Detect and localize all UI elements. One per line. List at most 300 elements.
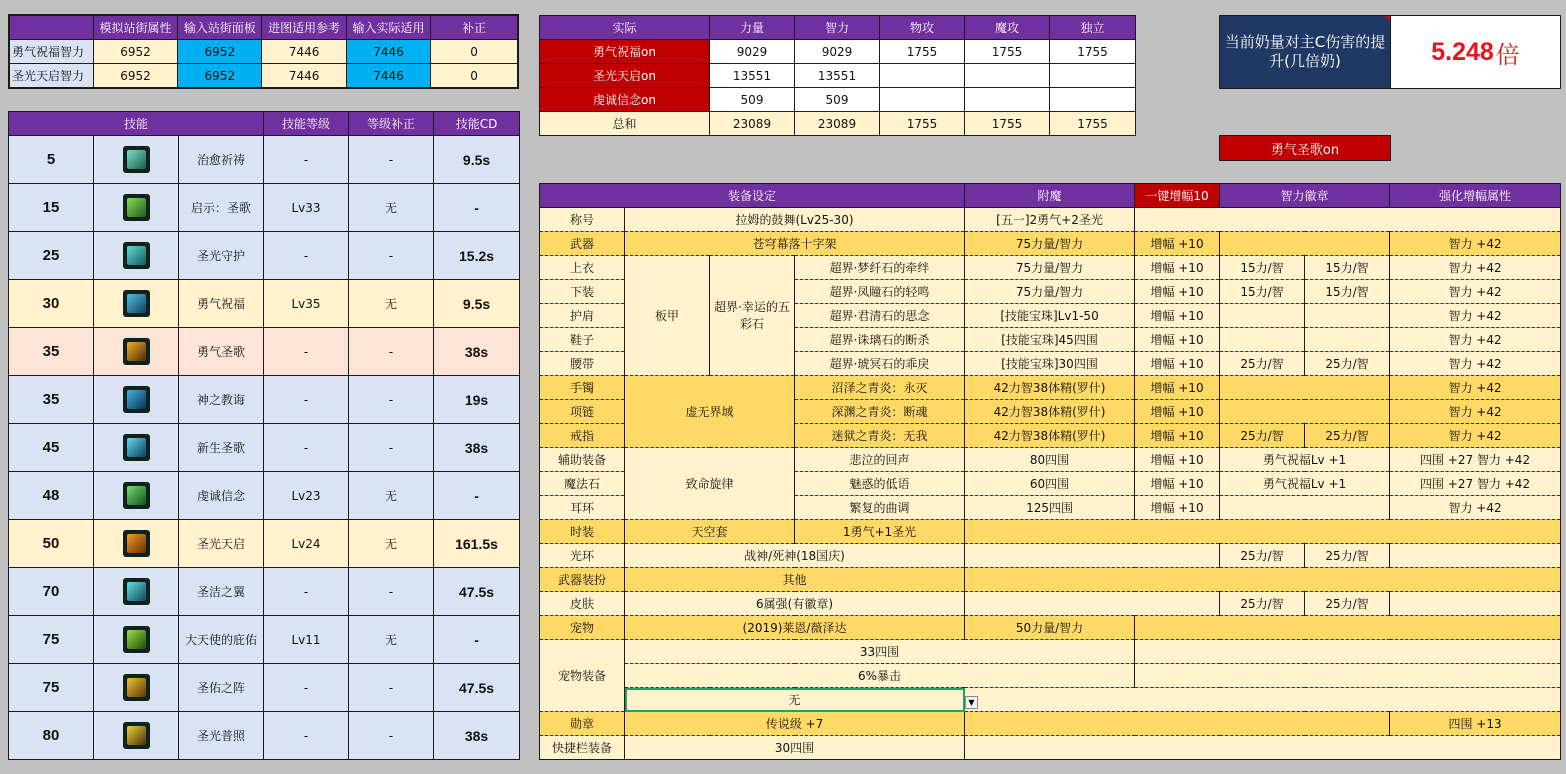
total-int: 23089: [795, 112, 880, 136]
matk-cell: 1755: [965, 40, 1050, 64]
table-row: [540, 88, 1136, 112]
amp-cell[interactable]: 增幅 +10: [1135, 448, 1220, 472]
equip-row-pet-equip: [540, 664, 1561, 688]
lv-corr-cell[interactable]: -: [349, 376, 434, 424]
actual-stats-table: [539, 15, 1136, 136]
badge-cell[interactable]: 15力/智: [1220, 256, 1305, 280]
ref-cell[interactable]: 7446: [262, 64, 346, 89]
skill-row: [9, 568, 520, 616]
sim-cell[interactable]: 6952: [93, 64, 177, 89]
empty-cell: [965, 520, 1561, 544]
skill-row: [9, 376, 520, 424]
badge-cell[interactable]: 25力/智: [1220, 352, 1305, 376]
slot-label: 腰带: [540, 352, 625, 376]
skill-level-req: 75: [9, 616, 94, 664]
empty-cell: [965, 712, 1390, 736]
armor-set-select[interactable]: 超界·幸运的五彩石: [710, 256, 795, 376]
weapon-select[interactable]: 苍穹幕落十字架: [625, 232, 965, 256]
equip-row-skin: [540, 592, 1561, 616]
input-actual-cell[interactable]: 7446: [346, 40, 430, 64]
skill-icon-cell: [94, 376, 179, 424]
empty-cell: [1390, 592, 1561, 616]
slot-label: 上衣: [540, 256, 625, 280]
amplify-all-button[interactable]: 一键增幅10: [1135, 184, 1220, 208]
ref-cell[interactable]: 7446: [262, 40, 346, 64]
skill-cd: 38s: [434, 424, 520, 472]
lv-corr-cell[interactable]: -: [349, 232, 434, 280]
amp-cell[interactable]: 增幅 +10: [1135, 400, 1220, 424]
skill-level-req: 5: [9, 136, 94, 184]
skill-cd: -: [434, 184, 520, 232]
badge-cell[interactable]: 15力/智: [1305, 280, 1390, 304]
reinforce-cell: 智力 +42: [1390, 256, 1561, 280]
skill-name: 勇气圣歌: [179, 328, 264, 376]
str-cell: 9029: [710, 40, 795, 64]
item-select[interactable]: 超界·琥冥石的乖戾: [795, 352, 965, 376]
skill-row: [9, 328, 520, 376]
header-blank: [9, 15, 93, 40]
pet-equip-select[interactable]: 33四围: [625, 640, 1135, 664]
skill-row: [9, 184, 520, 232]
skill-icon-cell: [94, 184, 179, 232]
enchant-select[interactable]: 75力量/智力: [965, 280, 1135, 304]
skill-cd: 161.5s: [434, 520, 520, 568]
row-label: 勇气祝福智力: [9, 40, 93, 64]
total-matk: 1755: [965, 112, 1050, 136]
skill-icon-cell: [94, 280, 179, 328]
lv-corr-cell[interactable]: 无: [349, 280, 434, 328]
lv-corr-cell[interactable]: -: [349, 568, 434, 616]
enchant-select[interactable]: 75力量/智力: [965, 256, 1135, 280]
badge-cell[interactable]: 勇气祝福Lv +1: [1220, 472, 1390, 496]
skill-level-req: 35: [9, 328, 94, 376]
dropdown-arrow-icon[interactable]: ▼: [965, 696, 978, 709]
reinforce-cell: 四围 +27 智力 +42: [1390, 472, 1561, 496]
slot-label: 宠物: [540, 616, 625, 640]
slot-label: 戒指: [540, 424, 625, 448]
lv-corr-cell[interactable]: -: [349, 328, 434, 376]
skill-row: [9, 136, 520, 184]
enchant-select[interactable]: [技能宝珠]45四围: [965, 328, 1135, 352]
skill-icon-cell: [94, 328, 179, 376]
item-select[interactable]: 迷狱之青炎：无我: [795, 424, 965, 448]
enchant-select[interactable]: [技能宝珠]Lv1-50: [965, 304, 1135, 328]
badge-cell[interactable]: 25力/智: [1220, 544, 1305, 568]
slot-label: 称号: [540, 208, 625, 232]
ind-cell: 1755: [1050, 40, 1136, 64]
header-str: 力量: [710, 16, 795, 40]
input-actual-cell[interactable]: 7446: [346, 64, 430, 89]
header-corr: 补正: [431, 15, 518, 40]
equip-row-pet: [540, 616, 1561, 640]
sim-cell[interactable]: 6952: [93, 40, 177, 64]
header-actual: 实际: [540, 16, 710, 40]
badge-cell[interactable]: [1220, 304, 1305, 328]
equip-row-title: [540, 208, 1561, 232]
skill-row: [9, 280, 520, 328]
badge-cell[interactable]: 25力/智: [1220, 592, 1305, 616]
patk-cell: [880, 88, 965, 112]
matk-cell: [965, 88, 1050, 112]
skill-level-req: 45: [9, 424, 94, 472]
amp-cell[interactable]: 增幅 +10: [1135, 232, 1220, 256]
item-select[interactable]: 超界·梦纤石的牵绊: [795, 256, 965, 280]
amp-cell[interactable]: 增幅 +10: [1135, 256, 1220, 280]
amp-cell[interactable]: 增幅 +10: [1135, 376, 1220, 400]
panel-stats-table: [8, 14, 519, 89]
skill-icon-cell: [94, 568, 179, 616]
badge-cell[interactable]: [1305, 328, 1390, 352]
multiplier-value: 5.248: [1431, 37, 1494, 66]
table-row: [540, 64, 1136, 88]
skill-level-req: 70: [9, 568, 94, 616]
multiplier-value-cell: [1391, 16, 1560, 88]
header-input-panel: 输入站街面板: [178, 15, 262, 40]
buff-toggle-courage[interactable]: 勇气祝福on: [540, 40, 710, 64]
equip-row-armor: [540, 256, 1561, 280]
empty-cell: [1135, 640, 1561, 664]
skill-cd: 9.5s: [434, 280, 520, 328]
badge-cell[interactable]: [1220, 376, 1390, 400]
input-panel-cell[interactable]: 6952: [178, 40, 262, 64]
buff-toggle-faith[interactable]: 虔诚信念on: [540, 88, 710, 112]
empty-cell: [965, 736, 1561, 760]
buff-multiplier-panel: [1219, 15, 1561, 89]
slot-label: 时装: [540, 520, 625, 544]
badge-cell[interactable]: 25力/智: [1305, 592, 1390, 616]
skill-name: 启示：圣歌: [179, 184, 264, 232]
row-label: 圣光天启智力: [9, 64, 93, 89]
skill-icon-cell: [94, 520, 179, 568]
pet-equip-select-active[interactable]: 无: [625, 688, 965, 712]
skills-table: [8, 111, 520, 760]
header-skill: 技能: [9, 112, 264, 136]
slot-label: 武器: [540, 232, 625, 256]
slot-label: 快捷栏装备: [540, 736, 625, 760]
title-select[interactable]: 拉姆的鼓舞(Lv25-30): [625, 208, 965, 232]
slot-label: 项链: [540, 400, 625, 424]
skill-level-req: 25: [9, 232, 94, 280]
header-input-actual: 输入实际适用: [346, 15, 430, 40]
table-row: [9, 40, 518, 64]
equip-row-quickbar: [540, 736, 1561, 760]
skill-lv-cell[interactable]: -: [264, 328, 349, 376]
skill-name: 圣佑之阵: [179, 664, 264, 712]
badge-cell[interactable]: 25力/智: [1305, 544, 1390, 568]
reinforce-cell: 四围 +13: [1390, 712, 1561, 736]
rebirth-hymn-icon: [123, 434, 150, 461]
reinforce-cell: 智力 +42: [1390, 496, 1561, 520]
sanctuary-array-icon: [123, 674, 150, 701]
enchant-select[interactable]: 60四围: [965, 472, 1135, 496]
item-select[interactable]: 超界·凤瞳石的轻鸣: [795, 280, 965, 304]
skill-row: [9, 664, 520, 712]
skill-icon-cell: [94, 712, 179, 760]
amp-cell[interactable]: 增幅 +10: [1135, 304, 1220, 328]
skill-lv-cell[interactable]: Lv35: [264, 280, 349, 328]
amp-cell[interactable]: 增幅 +10: [1135, 424, 1220, 448]
enchant-select[interactable]: 75力量/智力: [965, 232, 1135, 256]
header-int: 智力: [795, 16, 880, 40]
header-sim: 模拟站街属性: [93, 15, 177, 40]
header-skill-lv: 技能等级: [264, 112, 349, 136]
skill-lv-cell[interactable]: -: [264, 568, 349, 616]
item-select[interactable]: 繁复的曲调: [795, 496, 965, 520]
skin-select[interactable]: 6属强(有徽章): [625, 592, 965, 616]
skill-lv-cell[interactable]: -: [264, 712, 349, 760]
weapon-skin-select[interactable]: 其他: [625, 568, 965, 592]
skill-icon-cell: [94, 232, 179, 280]
skill-lv-cell[interactable]: -: [264, 424, 349, 472]
item-select[interactable]: 悲泣的回声: [795, 448, 965, 472]
matk-cell: [965, 64, 1050, 88]
empty-cell: [1390, 544, 1561, 568]
table-row: [9, 64, 518, 89]
enchant-select[interactable]: 42力智38体精(罗什): [965, 424, 1135, 448]
badge-cell[interactable]: 勇气祝福Lv +1: [1220, 448, 1390, 472]
item-select[interactable]: 超界·君清石的思念: [795, 304, 965, 328]
slot-label: 勋章: [540, 712, 625, 736]
avatar-detail-select[interactable]: 1勇气+1圣光: [795, 520, 965, 544]
archangel-icon: [123, 626, 150, 653]
skill-cd: -: [434, 616, 520, 664]
skill-name: 治愈祈祷: [179, 136, 264, 184]
skill-lv-cell[interactable]: Lv23: [264, 472, 349, 520]
header-ref: 进图适用参考: [262, 15, 346, 40]
skill-cd: 15.2s: [434, 232, 520, 280]
header-cd: 技能CD: [434, 112, 520, 136]
buff-toggle-apocalypse[interactable]: 圣光天启on: [540, 64, 710, 88]
skill-lv-cell[interactable]: Lv24: [264, 520, 349, 568]
pet-equip-select[interactable]: 6%暴击: [625, 664, 1135, 688]
divine-teaching-icon: [123, 386, 150, 413]
header-reinforce: 强化增幅属性: [1390, 184, 1561, 208]
sword-blessing-icon: [123, 290, 150, 317]
slot-label: 魔法石: [540, 472, 625, 496]
enchant-select[interactable]: 42力智38体精(罗什): [965, 376, 1135, 400]
skill-cd: 47.5s: [434, 568, 520, 616]
lv-corr-cell[interactable]: -: [349, 424, 434, 472]
skill-icon-cell: [94, 664, 179, 712]
lv-corr-cell[interactable]: 无: [349, 616, 434, 664]
reinforce-cell: 智力 +42: [1390, 376, 1561, 400]
equip-row-accessory: [540, 376, 1561, 400]
slot-label: 护肩: [540, 304, 625, 328]
total-row: [540, 112, 1136, 136]
skill-icon-cell: [94, 472, 179, 520]
avatar-set-select[interactable]: 天空套: [625, 520, 795, 544]
skill-lv-cell[interactable]: -: [264, 232, 349, 280]
reinforce-cell: 智力 +42: [1390, 280, 1561, 304]
skill-lv-cell[interactable]: -: [264, 376, 349, 424]
slot-label: 武器装扮: [540, 568, 625, 592]
quickbar-select[interactable]: 30四围: [625, 736, 965, 760]
enchant-select[interactable]: 50力量/智力: [965, 616, 1135, 640]
reinforce-cell: 智力 +42: [1390, 328, 1561, 352]
holy-guard-icon: [123, 242, 150, 269]
badge-cell[interactable]: [1220, 328, 1305, 352]
header-patk: 物攻: [880, 16, 965, 40]
skill-level-req: 15: [9, 184, 94, 232]
slot-label: 光环: [540, 544, 625, 568]
slot-label: 宠物装备: [540, 640, 625, 712]
amp-cell[interactable]: 增幅 +10: [1135, 352, 1220, 376]
pet-select[interactable]: (2019)莱恩/薇泽达: [625, 616, 965, 640]
ind-cell: [1050, 64, 1136, 88]
ind-cell: [1050, 88, 1136, 112]
str-cell: 13551: [710, 64, 795, 88]
lv-corr-cell[interactable]: -: [349, 664, 434, 712]
empty-cell: [965, 544, 1220, 568]
badge-cell[interactable]: 25力/智: [1305, 424, 1390, 448]
reinforce-cell: 智力 +42: [1390, 400, 1561, 424]
header-equip-setting: 装备设定: [540, 184, 965, 208]
badge-cell[interactable]: [1220, 232, 1390, 256]
multiplier-label: 当前奶量对主C伤害的提升(几倍奶): [1220, 16, 1391, 88]
skill-row: [9, 520, 520, 568]
slot-label: 手镯: [540, 376, 625, 400]
amp-cell[interactable]: 增幅 +10: [1135, 328, 1220, 352]
skill-name: 圣光守护: [179, 232, 264, 280]
skill-name: 圣洁之翼: [179, 568, 264, 616]
skill-cd: 47.5s: [434, 664, 520, 712]
skill-row: [9, 424, 520, 472]
revelation-hymn-icon: [123, 194, 150, 221]
skill-lv-cell[interactable]: Lv11: [264, 616, 349, 664]
pure-wings-icon: [123, 578, 150, 605]
item-select[interactable]: 深渊之青炎：断魂: [795, 400, 965, 424]
table-row: [540, 40, 1136, 64]
skill-level-req: 80: [9, 712, 94, 760]
empty-cell: [965, 592, 1220, 616]
total-str: 23089: [710, 112, 795, 136]
corr-cell[interactable]: 0: [431, 40, 518, 64]
reinforce-cell: 智力 +42: [1390, 352, 1561, 376]
badge-cell[interactable]: 25力/智: [1220, 424, 1305, 448]
enchant-select[interactable]: [五一]2勇气+2圣光: [965, 208, 1135, 232]
equipment-table: [539, 183, 1561, 760]
badge-cell[interactable]: [1220, 496, 1390, 520]
amp-cell[interactable]: 增幅 +10: [1135, 472, 1220, 496]
header-ind: 独立: [1050, 16, 1136, 40]
int-cell: 13551: [795, 64, 880, 88]
skill-cd: -: [434, 472, 520, 520]
slot-label: 皮肤: [540, 592, 625, 616]
reinforce-cell: 智力 +42: [1390, 424, 1561, 448]
total-ind: 1755: [1050, 112, 1136, 136]
badge-cell[interactable]: [1305, 304, 1390, 328]
empty-cell: [965, 568, 1561, 592]
header-lv-corr: 等级补正: [349, 112, 434, 136]
total-label: 总和: [540, 112, 710, 136]
skill-level-req: 50: [9, 520, 94, 568]
multiplier-unit: 倍: [1495, 40, 1520, 69]
lv-corr-cell[interactable]: 无: [349, 472, 434, 520]
skill-cd: 19s: [434, 376, 520, 424]
skill-level-req: 35: [9, 376, 94, 424]
skill-icon-cell: [94, 424, 179, 472]
equip-row-special: [540, 448, 1561, 472]
medal-select[interactable]: 传说级 +7: [625, 712, 965, 736]
equip-row-pet-equip: [540, 688, 1561, 712]
corr-cell[interactable]: 0: [431, 64, 518, 89]
item-select[interactable]: 魅惑的低语: [795, 472, 965, 496]
equip-row-weapon: [540, 232, 1561, 256]
slot-label: 耳环: [540, 496, 625, 520]
skill-name: 虔诚信念: [179, 472, 264, 520]
badge-cell[interactable]: 15力/智: [1305, 256, 1390, 280]
special-set-select[interactable]: 致命旋律: [625, 448, 795, 520]
skill-name: 大天使的庇佑: [179, 616, 264, 664]
skill-lv-cell[interactable]: -: [264, 664, 349, 712]
reinforce-cell: 四围 +27 智力 +42: [1390, 448, 1561, 472]
badge-cell[interactable]: 25力/智: [1305, 352, 1390, 376]
int-cell: 509: [795, 88, 880, 112]
amp-cell[interactable]: 增幅 +10: [1135, 280, 1220, 304]
badge-cell[interactable]: 15力/智: [1220, 280, 1305, 304]
lv-corr-cell[interactable]: -: [349, 136, 434, 184]
enchant-select[interactable]: 80四围: [965, 448, 1135, 472]
enchant-select[interactable]: [技能宝珠]30四围: [965, 352, 1135, 376]
armor-type-select[interactable]: 板甲: [625, 256, 710, 376]
lv-corr-cell[interactable]: 无: [349, 184, 434, 232]
skill-row: [9, 232, 520, 280]
skill-name: 新生圣歌: [179, 424, 264, 472]
courage-hymn-toggle[interactable]: 勇气圣歌on: [1219, 135, 1391, 161]
skill-cd: 38s: [434, 712, 520, 760]
skill-icon-cell: [94, 136, 179, 184]
enchant-select[interactable]: 42力智38体精(罗什): [965, 400, 1135, 424]
empty-cell: [1135, 616, 1561, 640]
equip-row-pet-equip: [540, 640, 1561, 664]
item-select[interactable]: 沼泽之青炎：永灭: [795, 376, 965, 400]
praying-hands-icon: [123, 146, 150, 173]
input-panel-cell[interactable]: 6952: [178, 64, 262, 89]
skill-name: 神之教诲: [179, 376, 264, 424]
slot-label: 下装: [540, 280, 625, 304]
header-enchant: 附魔: [965, 184, 1135, 208]
skill-lv-cell[interactable]: -: [264, 136, 349, 184]
int-cell: 9029: [795, 40, 880, 64]
skill-row: [9, 472, 520, 520]
item-select[interactable]: 超界·诛璃石的断杀: [795, 328, 965, 352]
courage-hymn-icon: [123, 338, 150, 365]
devout-faith-icon: [123, 482, 150, 509]
skill-name: 圣光普照: [179, 712, 264, 760]
lv-corr-cell[interactable]: 无: [349, 520, 434, 568]
reinforce-cell: 智力 +42: [1390, 232, 1561, 256]
skill-cd: 9.5s: [434, 136, 520, 184]
equip-row-aura: [540, 544, 1561, 568]
equip-row-avatar: [540, 520, 1561, 544]
str-cell: 509: [710, 88, 795, 112]
slot-label: 辅助装备: [540, 448, 625, 472]
skill-name: 勇气祝福: [179, 280, 264, 328]
enchant-select[interactable]: 125四围: [965, 496, 1135, 520]
skill-level-req: 30: [9, 280, 94, 328]
total-patk: 1755: [880, 112, 965, 136]
header-matk: 魔攻: [965, 16, 1050, 40]
patk-cell: 1755: [880, 40, 965, 64]
amp-cell[interactable]: 增幅 +10: [1135, 496, 1220, 520]
lv-corr-cell[interactable]: -: [349, 712, 434, 760]
accessory-set-select[interactable]: 虚无界域: [625, 376, 795, 448]
skill-lv-cell[interactable]: Lv33: [264, 184, 349, 232]
badge-cell[interactable]: [1220, 400, 1390, 424]
aura-select[interactable]: 战神/死神(18国庆): [625, 544, 965, 568]
skill-name: 圣光天启: [179, 520, 264, 568]
holy-radiance-icon: [123, 722, 150, 749]
